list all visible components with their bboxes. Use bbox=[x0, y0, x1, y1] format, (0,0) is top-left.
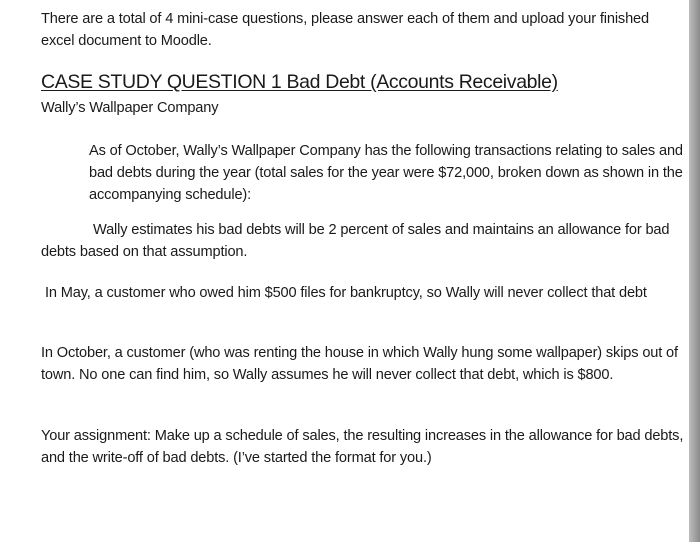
paragraph-bad-debt-estimate: Wally estimates his bad debts will be 2 percent of sales and maintains an allowance for bad debts based on that assumption. bbox=[41, 222, 670, 260]
paragraph-may-bankruptcy: In May, a customer who owed him $500 files for bankruptcy, so Wally will never collect that debt bbox=[45, 285, 647, 301]
paragraph-transactions: As of October, Wally’s Wallpaper Company has the following transactions relating to sales and bad debts during the year (total sales for the year were $72,000, broken down as shown in the accompanying schedule): bbox=[89, 143, 683, 203]
paragraph-assignment: Your assignment: Make up a schedule of sales, the resulting increases in the allowance for bad debts, and the write-off of bad debts. (I’ve started the format for you.) bbox=[41, 428, 684, 466]
intro-text: There are a total of 4 mini-case questions, please answer each of them and upload your finished excel document to Moodle. bbox=[41, 11, 649, 49]
case-study-title: CASE STUDY QUESTION 1 Bad Debt (Accounts Receivable) bbox=[41, 71, 558, 93]
paragraph-october-skip: In October, a customer (who was renting the house in which Wally hung some wallpaper) skips out of town. No one can find him, so Wally assumes he will never collect that debt, which is $800. bbox=[41, 345, 678, 383]
page-edge-shadow bbox=[689, 0, 700, 542]
company-name: Wally’s Wallpaper Company bbox=[41, 100, 219, 116]
